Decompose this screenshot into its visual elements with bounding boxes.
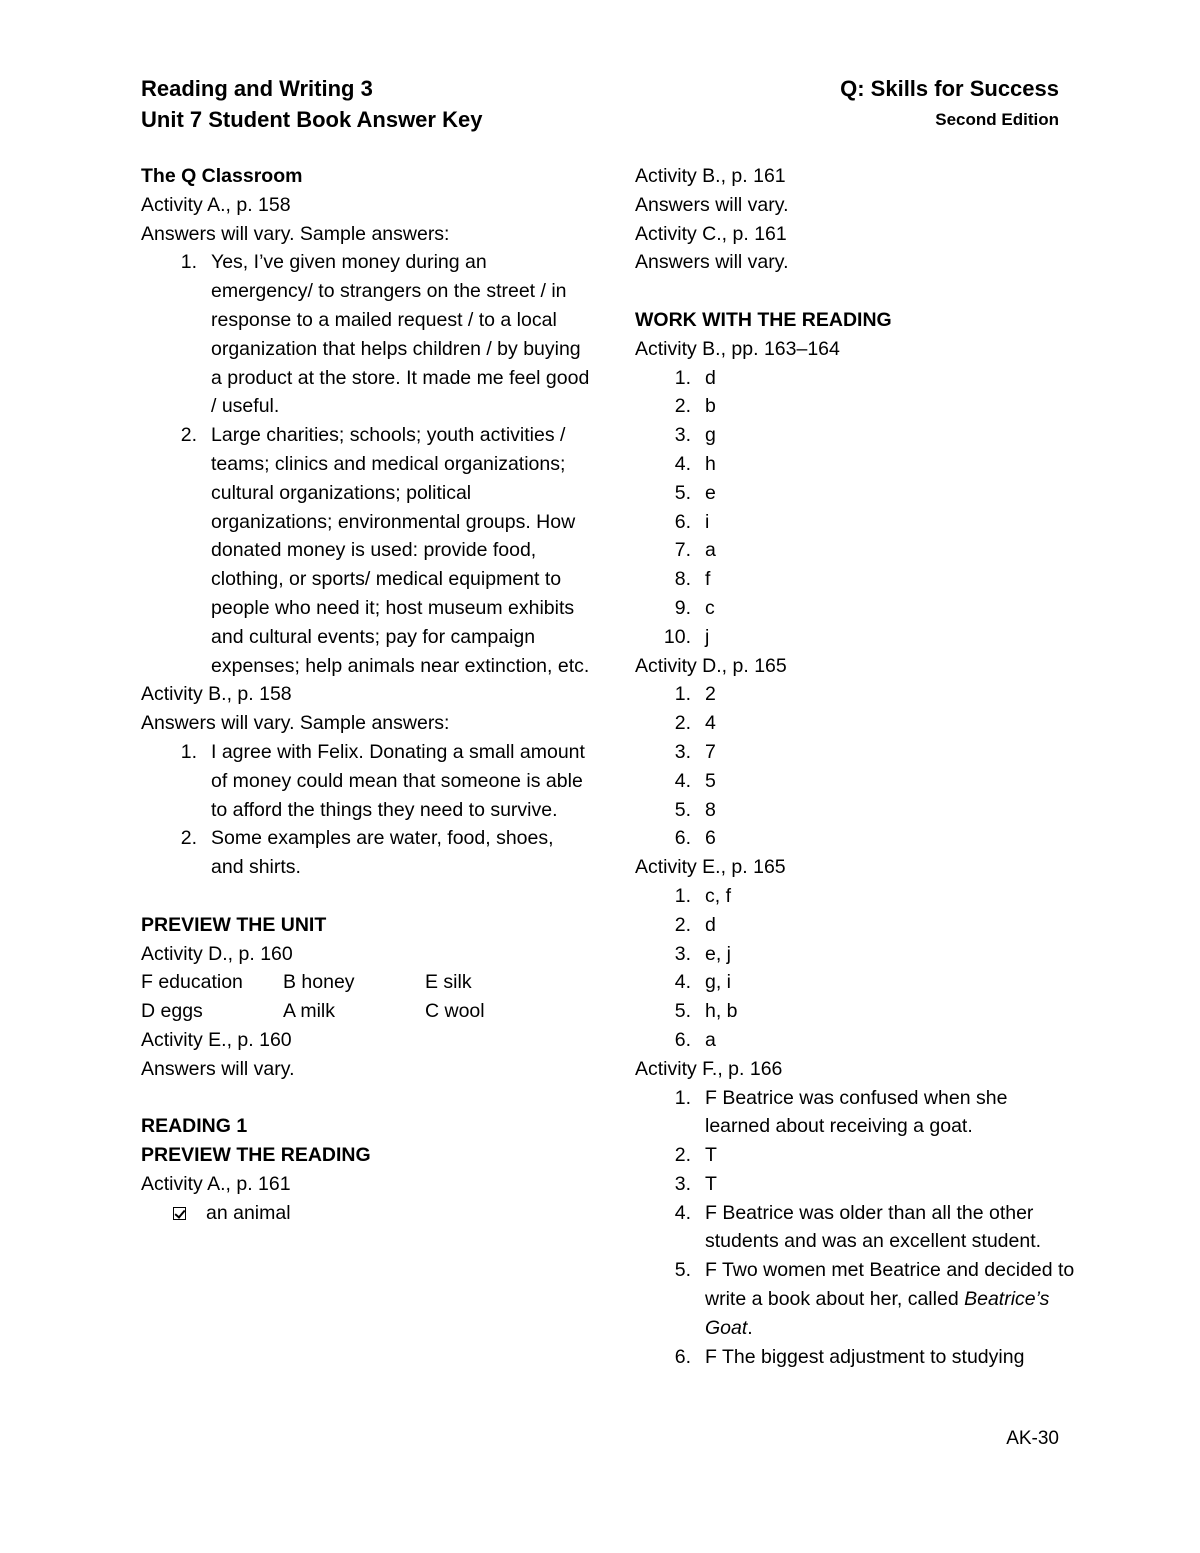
activity-label: Activity A., p. 161 bbox=[141, 1172, 291, 1195]
answer-note: Answers will vary. bbox=[635, 193, 789, 216]
item-text: a bbox=[705, 1028, 716, 1051]
item-text: Large charities; schools; youth activities / teams; clinics and medical organizations; cultural organizations; political organizations; environmental groups. How donated money is used: provide food, clothing, or sports/ medical equipment to people who need it; host museum exhibits and cultural events; pay for campaign expenses; help animals near extinction, etc. bbox=[211, 424, 590, 677]
item-text: c bbox=[705, 596, 715, 619]
activity-label: Activity C., p. 161 bbox=[635, 222, 787, 245]
item-text: 7 bbox=[705, 740, 716, 763]
item-number: 1. bbox=[674, 1086, 691, 1109]
answer-note: Answers will vary. bbox=[141, 1057, 295, 1080]
list-item bbox=[635, 479, 1075, 508]
activity-label: Activity E., p. 160 bbox=[141, 1028, 292, 1051]
checked-answer-text: an animal bbox=[206, 1201, 291, 1224]
grid-cell: A milk bbox=[283, 1000, 336, 1023]
item-text: T bbox=[705, 1172, 717, 1195]
item-text: j bbox=[705, 625, 710, 648]
item-number: 2. bbox=[180, 827, 197, 850]
item-text: c, f bbox=[705, 884, 732, 907]
page-header-left bbox=[141, 73, 482, 135]
item-number: 1. bbox=[180, 251, 197, 274]
list-item bbox=[635, 796, 1075, 825]
item-number: 8. bbox=[674, 568, 691, 591]
item-text: g, i bbox=[705, 971, 732, 994]
answer-grid bbox=[141, 968, 591, 1026]
list-item bbox=[635, 1170, 1075, 1199]
list-item bbox=[635, 767, 1075, 796]
item-number: 3. bbox=[674, 424, 691, 447]
item-text bbox=[705, 1256, 1075, 1342]
activity-label: Activity D., p. 165 bbox=[635, 654, 787, 677]
item-number: 3. bbox=[674, 740, 691, 763]
list-item bbox=[635, 738, 1075, 767]
item-text: e, j bbox=[705, 942, 732, 965]
list-item bbox=[635, 565, 1075, 594]
item-text: 2 bbox=[705, 683, 716, 706]
edition-label: Second Edition bbox=[935, 110, 1059, 129]
checkbox-checked-icon bbox=[173, 1207, 186, 1220]
list-item bbox=[635, 940, 1075, 969]
item-text: F The biggest adjustment to studying bbox=[705, 1345, 1025, 1368]
activity-label: Activity B., pp. 163–164 bbox=[635, 337, 840, 360]
answer-list-d bbox=[635, 680, 1075, 853]
item-text: d bbox=[705, 366, 716, 389]
item-text: f bbox=[705, 568, 711, 591]
item-number: 2. bbox=[180, 424, 197, 447]
list-item bbox=[635, 536, 1075, 565]
item-text: h, b bbox=[705, 1000, 738, 1023]
item-number: 2. bbox=[674, 712, 691, 735]
page-header-right bbox=[840, 73, 1059, 135]
activity-label: Activity E., p. 165 bbox=[635, 856, 786, 879]
list-item bbox=[635, 594, 1075, 623]
item-text: 4 bbox=[705, 712, 716, 735]
item-number: 1. bbox=[180, 740, 197, 763]
list-item bbox=[635, 1343, 1075, 1372]
list-item bbox=[635, 997, 1075, 1026]
item-text: T bbox=[705, 1144, 717, 1167]
checked-answer bbox=[141, 1199, 591, 1228]
item-number: 1. bbox=[674, 366, 691, 389]
answer-note: Answers will vary. bbox=[635, 251, 789, 274]
section-heading: PREVIEW THE READING bbox=[141, 1144, 371, 1167]
item-number: 5. bbox=[674, 798, 691, 821]
grid-cell: C wool bbox=[425, 1000, 485, 1023]
item-text: 6 bbox=[705, 827, 716, 850]
item-text: F Beatrice was older than all the other students and was an excellent student. bbox=[705, 1201, 1042, 1253]
list-item bbox=[635, 680, 1075, 709]
item-number: 2. bbox=[674, 1144, 691, 1167]
item-number: 1. bbox=[674, 683, 691, 706]
section-heading: PREVIEW THE UNIT bbox=[141, 913, 327, 936]
list-item bbox=[141, 824, 591, 882]
item-text: 5 bbox=[705, 769, 716, 792]
item-number: 2. bbox=[674, 913, 691, 936]
item-text: h bbox=[705, 452, 716, 475]
item-text-part: . bbox=[747, 1316, 753, 1339]
section-heading: READING 1 bbox=[141, 1115, 248, 1138]
item-number: 4. bbox=[674, 769, 691, 792]
activity-label: Activity A., p. 158 bbox=[141, 193, 291, 216]
answer-note: Answers will vary. Sample answers: bbox=[141, 712, 450, 735]
item-text: a bbox=[705, 539, 716, 562]
list-item bbox=[635, 508, 1075, 537]
list-item bbox=[635, 968, 1075, 997]
item-text: I agree with Felix. Donating a small amount of money could mean that someone is able to afford the things they need to survive. bbox=[211, 740, 585, 821]
page-number: AK-30 bbox=[1006, 1428, 1059, 1449]
list-item bbox=[635, 392, 1075, 421]
item-number: 3. bbox=[674, 1172, 691, 1195]
book-title-italic: Beatrice’s Goat bbox=[705, 1288, 1050, 1339]
list-item bbox=[635, 1026, 1075, 1055]
item-text: g bbox=[705, 424, 716, 447]
section-heading: The Q Classroom bbox=[141, 165, 303, 187]
item-text: i bbox=[705, 510, 710, 533]
activity-label: Activity D., p. 160 bbox=[141, 942, 293, 965]
section-heading: WORK WITH THE READING bbox=[635, 308, 892, 331]
item-number: 10. bbox=[663, 625, 691, 648]
grid-cell: E silk bbox=[425, 971, 472, 994]
list-item bbox=[635, 1141, 1075, 1170]
item-number: 5. bbox=[674, 1000, 691, 1023]
activity-label: Activity F., p. 166 bbox=[635, 1057, 783, 1080]
item-number: 5. bbox=[674, 481, 691, 504]
series-title: Q: Skills for Success bbox=[840, 76, 1059, 101]
item-number: 7. bbox=[674, 539, 691, 562]
list-item bbox=[635, 1256, 1075, 1342]
activity-label: Activity B., p. 158 bbox=[141, 683, 292, 706]
left-column bbox=[141, 162, 591, 1227]
item-text: d bbox=[705, 913, 716, 936]
list-item bbox=[635, 1084, 1075, 1142]
list-item bbox=[635, 623, 1075, 652]
list-item bbox=[635, 882, 1075, 911]
item-number: 3. bbox=[674, 942, 691, 965]
item-number: 5. bbox=[674, 1259, 691, 1282]
item-text-part: F Two women met Beatrice and decided to write a book about her, called bbox=[705, 1259, 1075, 1311]
item-text: e bbox=[705, 481, 716, 504]
item-number: 6. bbox=[674, 510, 691, 533]
item-text: Yes, I’ve given money during an emergency/ to strangers on the street / in response to a mailed request / to a local organization that helps children / by buying a product at the store. It made me feel good / useful. bbox=[211, 251, 590, 418]
item-number: 2. bbox=[674, 395, 691, 418]
item-number: 9. bbox=[674, 596, 691, 619]
list-item bbox=[635, 450, 1075, 479]
list-item bbox=[141, 421, 591, 680]
list-item bbox=[635, 709, 1075, 738]
item-number: 6. bbox=[674, 827, 691, 850]
item-text: b bbox=[705, 395, 716, 418]
grid-cell: B honey bbox=[283, 971, 355, 994]
grid-cell: F education bbox=[141, 971, 243, 994]
list-item bbox=[635, 421, 1075, 450]
item-text: 8 bbox=[705, 798, 716, 821]
list-item bbox=[141, 248, 591, 421]
grid-cell: D eggs bbox=[141, 1000, 203, 1023]
item-number: 6. bbox=[674, 1345, 691, 1368]
book-title: Reading and Writing 3 bbox=[141, 76, 373, 101]
item-number: 4. bbox=[674, 452, 691, 475]
list-item bbox=[141, 738, 591, 824]
item-text: F Beatrice was confused when she learned about receiving a goat. bbox=[705, 1086, 1008, 1138]
list-item bbox=[635, 1199, 1075, 1257]
list-item bbox=[635, 911, 1075, 940]
unit-title: Unit 7 Student Book Answer Key bbox=[141, 107, 483, 132]
answer-list-b bbox=[635, 364, 1075, 652]
activity-label: Activity B., p. 161 bbox=[635, 165, 786, 187]
item-text: Some examples are water, food, shoes, and shirts. bbox=[211, 827, 554, 879]
item-number: 1. bbox=[674, 884, 691, 907]
answer-note: Answers will vary. Sample answers: bbox=[141, 222, 450, 245]
list-item bbox=[635, 364, 1075, 393]
list-item bbox=[635, 824, 1075, 853]
right-column bbox=[635, 162, 1075, 1371]
item-number: 4. bbox=[674, 1201, 691, 1224]
item-number: 4. bbox=[674, 971, 691, 994]
answer-list-e bbox=[635, 882, 1075, 1055]
item-number: 6. bbox=[674, 1028, 691, 1051]
